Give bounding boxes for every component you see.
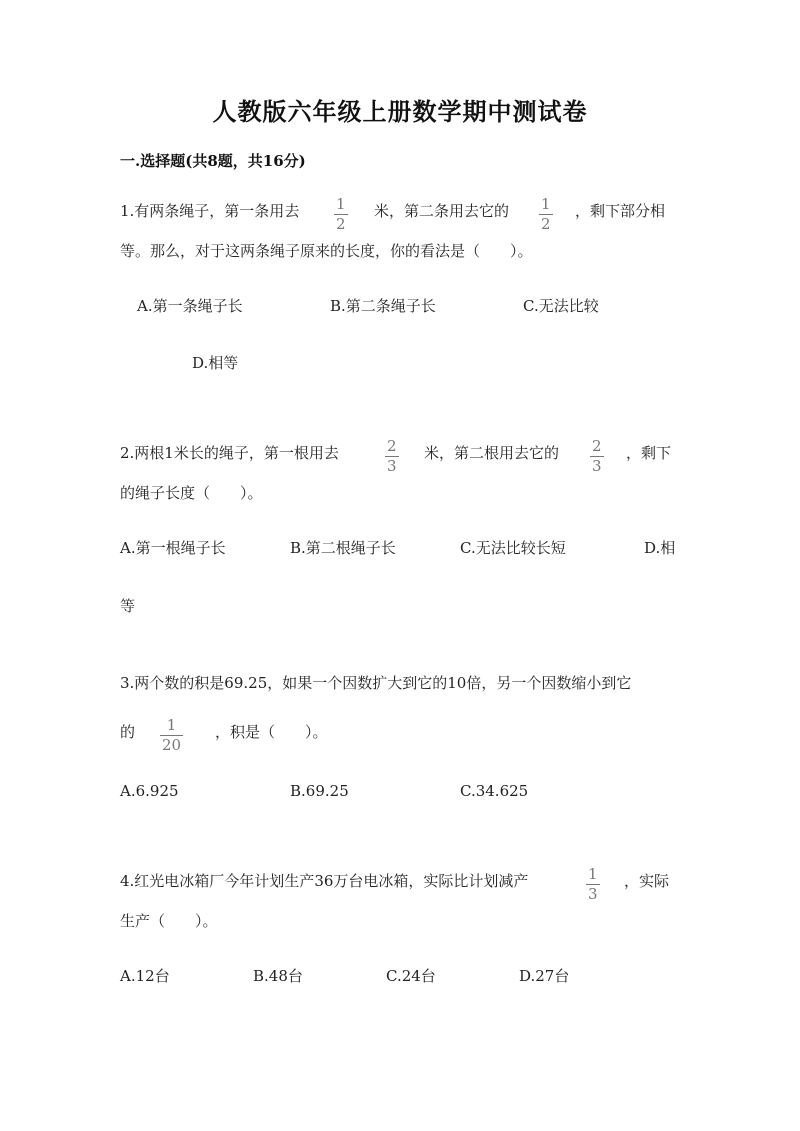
q2-fraction-1-numerator: 2 <box>387 437 397 455</box>
q3-option-b: B.69.25 <box>290 782 349 800</box>
q1-text-part-3: ，剩下部分相 <box>575 202 666 220</box>
q4-text-line-2: 生产（ ）。 <box>120 912 218 930</box>
q1-text-line-2: 等。那么，对于这两条绳子原来的长度，你的看法是（ ）。 <box>120 242 533 260</box>
q2-text-part-2: 米，第二根用去它的 <box>424 444 560 462</box>
q2-text-line-2: 的绳子长度（ ）。 <box>120 484 263 502</box>
q2-fraction-2 <box>590 438 604 475</box>
q3-text-line-1: 3.两个数的积是69.25，如果一个因数扩大到它的10倍，另一个因数缩小到它 <box>120 674 632 692</box>
page-title: 人教版六年级上册数学期中测试卷 <box>212 97 588 126</box>
q2-fraction-2-denominator: 3 <box>592 457 602 475</box>
q3-text-part-2: ，积是（ ）。 <box>215 723 328 741</box>
q1-text-part-2: 米，第二条用去它的 <box>374 202 510 220</box>
q1-fraction-1-denominator: 2 <box>336 215 346 233</box>
q4-text-part-2: ，实际 <box>624 872 670 890</box>
q4-option-b: B.48台 <box>253 967 303 985</box>
q4-fraction <box>586 866 600 903</box>
q2-option-d-continued: 等 <box>120 597 136 615</box>
q3-option-c: C.34.625 <box>460 782 529 800</box>
q1-option-b: B.第二条绳子长 <box>330 297 436 315</box>
q4-option-a: A.12台 <box>120 967 170 985</box>
q2-text-part-1: 2.两根1米长的绳子，第一根用去 <box>120 444 339 462</box>
q1-fraction-1 <box>334 196 348 233</box>
q4-fraction-numerator: 1 <box>588 865 598 883</box>
q3-text-part-1: 的 <box>120 723 136 741</box>
q2-option-d: D.相 <box>644 539 676 557</box>
q4-option-d: D.27台 <box>519 967 570 985</box>
q4-text-part-1: 4.红光电冰箱厂今年计划生产36万台电冰箱，实际比计划减产 <box>120 872 529 890</box>
q2-option-a: A.第一根绳子长 <box>120 539 226 557</box>
q1-fraction-2-numerator: 1 <box>541 195 551 213</box>
q2-option-b: B.第二根绳子长 <box>290 539 396 557</box>
q1-option-c: C.无法比较 <box>523 297 599 315</box>
q2-fraction-1 <box>385 438 399 475</box>
q1-fraction-2-denominator: 2 <box>541 215 551 233</box>
q1-option-a: A.第一条绳子长 <box>137 297 243 315</box>
q1-option-d: D.相等 <box>192 354 239 372</box>
q1-fraction-1-numerator: 1 <box>336 195 346 213</box>
q3-fraction-numerator: 1 <box>166 716 177 734</box>
q1-text-part-1: 1.有两条绳子，第一条用去 <box>120 202 300 220</box>
q2-text-part-3: ，剩下 <box>626 444 672 462</box>
q2-option-c: C.无法比较长短 <box>460 539 566 557</box>
q4-option-c: C.24台 <box>386 967 436 985</box>
q1-fraction-2 <box>539 196 553 233</box>
q2-fraction-1-denominator: 3 <box>387 457 397 475</box>
section-heading: 一.选择题(共8题，共16分) <box>120 152 306 170</box>
q4-fraction-denominator: 3 <box>588 885 598 903</box>
q2-fraction-2-numerator: 2 <box>592 437 602 455</box>
q3-fraction <box>160 717 183 754</box>
q3-option-a: A.6.925 <box>120 782 179 800</box>
q3-fraction-denominator: 20 <box>162 736 182 754</box>
